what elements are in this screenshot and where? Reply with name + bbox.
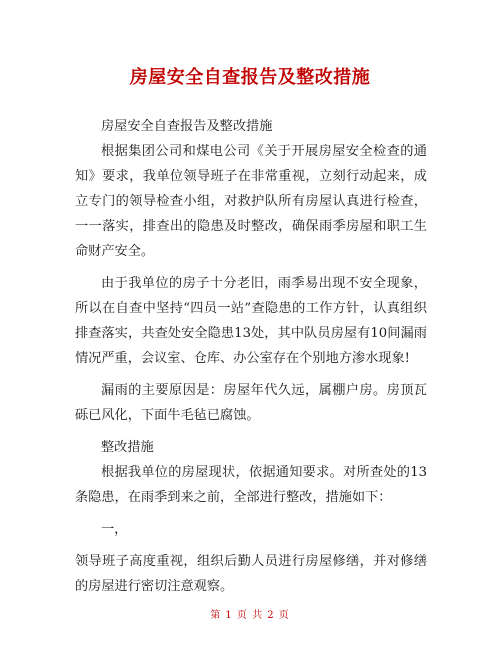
paragraph: 根据集团公司和煤电公司《关于开展房屋安全检查的通知》要求，我单位领导班子在非常重视，立刻行动起来，成立专门的领导检查小组，对救护队所有房屋认真进行检查，一一落实，排查出的隐患及时整改，确保雨季房屋和职工生命财产安全。 bbox=[75, 144, 427, 259]
document-title: 房屋安全自查报告及整改措施 bbox=[129, 67, 371, 88]
section-heading: 整改措施 bbox=[101, 440, 154, 455]
paragraph: 领导班子高度重视，组织后勤人员进行房屋修缮，并对修缮的房屋进行密切注意观察。 bbox=[75, 554, 427, 594]
list-marker: 一， bbox=[101, 522, 128, 537]
document-body bbox=[75, 114, 427, 606]
paragraph: 由于我单位的房子十分老旧，雨季易出现不安全现象，所以在自查中坚持“四员一站”查隐患的工作方针，认真组织排查落实，共查处安全隐患13处，其中队员房屋有10间漏雨情况严重，会议室、仓库、办公室存在个别地方渗水现象! bbox=[75, 276, 427, 366]
paragraph: 根据我单位的房屋现状，依据通知要求。对所查处的13条隐患，在雨季到来之前，全部进行整改，措施如下： bbox=[75, 465, 427, 505]
body-heading: 房屋安全自查报告及整改措施 bbox=[101, 119, 273, 134]
paragraph: 漏雨的主要原因是：房屋年代久远，属棚户房。房顶瓦砾已风化，下面牛毛毡已腐蚀。 bbox=[75, 383, 427, 423]
page-number-footer: 第 1 页 共 2 页 bbox=[210, 610, 290, 621]
